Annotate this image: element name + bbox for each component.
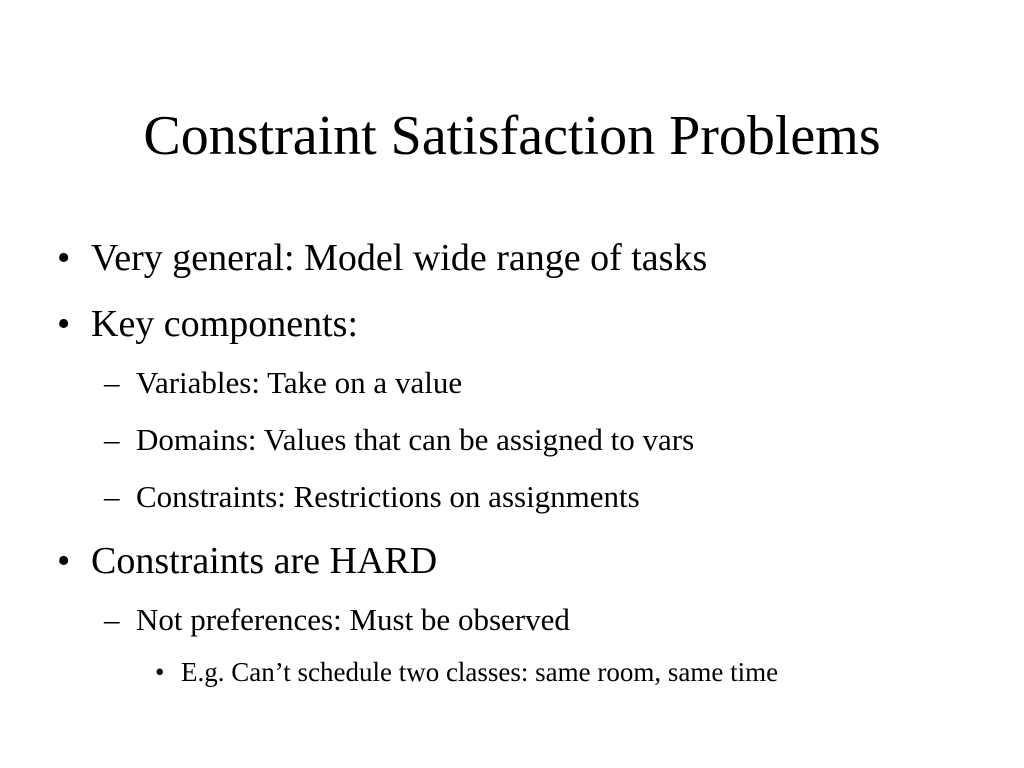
- sub-bullet-text: Variables: Take on a value: [136, 365, 463, 400]
- sub-sub-bullet-text: E.g. Can’t schedule two classes: same room, same time: [181, 657, 779, 687]
- bullet-text: Very general: Model wide range of tasks: [91, 237, 708, 279]
- dash-icon: –: [104, 422, 120, 457]
- slide-title: Constraint Satisfaction Problems: [143, 105, 881, 167]
- bullet-icon: •: [57, 303, 71, 345]
- dash-icon: –: [104, 479, 120, 514]
- bullet-text: Constraints are HARD: [91, 540, 438, 582]
- sub-bullet-text: Not preferences: Must be observed: [136, 602, 570, 637]
- bullet-text: Key components:: [91, 303, 359, 345]
- bullet-icon: •: [57, 237, 71, 279]
- bullet-icon: •: [155, 657, 165, 687]
- dash-icon: –: [104, 365, 120, 400]
- sub-bullet-text: Constraints: Restrictions on assignments: [136, 479, 640, 514]
- bullet-icon: •: [57, 540, 71, 582]
- dash-icon: –: [104, 602, 120, 637]
- sub-bullet-text: Domains: Values that can be assigned to vars: [136, 422, 695, 457]
